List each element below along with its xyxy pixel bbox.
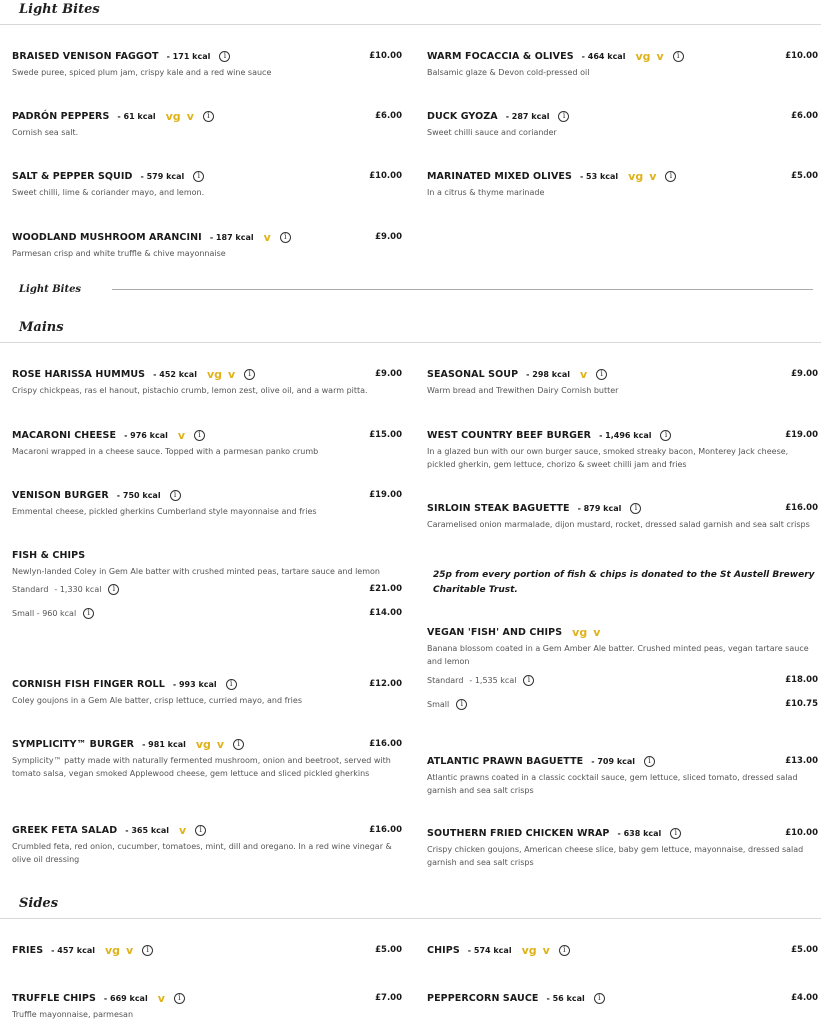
menu-item-macaroni-cheese — [12, 427, 402, 458]
item-price: £10.00 — [369, 171, 402, 181]
menu-item-venison-burger — [12, 487, 402, 518]
section-title-sides: Sides — [19, 896, 59, 911]
item-description: Symplicity™ patty made with naturally fermented mushroom, onion and beetroot, served with tomato salsa, vegan smoked Applewood cheese, gem lettuce and sliced pickled gherkins — [12, 756, 391, 778]
item-description: Atlantic prawns coated in a classic cocktail sauce, gem lettuce, sliced tomato, dressed salad garnish and sea salt crisps — [427, 773, 798, 795]
info-icon[interactable]: i — [280, 232, 291, 243]
vegetarian-tag: v — [649, 169, 657, 183]
portion-kcal: - 1,535 kcal — [469, 675, 517, 685]
menu-item-warm-focaccia-olives — [427, 48, 818, 79]
item-name: MACARONI CHEESE — [12, 429, 117, 441]
item-price: £12.00 — [369, 679, 402, 689]
menu-item-seasonal-soup — [427, 366, 818, 397]
item-description: Caramelised onion marmalade, dijon mustard, rocket, dressed salad garnish and sea salt crisps — [427, 520, 810, 529]
info-icon[interactable]: i — [174, 993, 185, 1004]
info-icon[interactable]: i — [195, 825, 206, 836]
item-name: MARINATED MIXED OLIVES — [427, 170, 572, 182]
item-name: BRAISED VENISON FAGGOT — [12, 50, 159, 62]
item-name: TRUFFLE CHIPS — [12, 992, 96, 1004]
info-icon[interactable]: i — [673, 51, 684, 62]
item-price: £6.00 — [791, 111, 818, 121]
item-price: £9.00 — [375, 369, 402, 379]
vegan-tag: vg — [572, 625, 588, 639]
item-description: Sweet chilli sauce and coriander — [427, 128, 557, 137]
item-kcal: - 574 kcal — [467, 945, 512, 955]
section-divider — [0, 24, 821, 25]
info-icon[interactable]: i — [193, 171, 204, 182]
info-icon[interactable]: i — [226, 679, 237, 690]
info-icon[interactable]: i — [203, 111, 214, 122]
item-description: Cornish sea salt. — [12, 128, 79, 137]
menu-item-sirloin-steak-baguette — [427, 500, 818, 531]
vegetarian-tag: v — [179, 823, 187, 837]
item-price: £5.00 — [375, 945, 402, 955]
item-kcal: - 981 kcal — [142, 739, 186, 749]
info-icon[interactable]: i — [594, 993, 605, 1004]
item-name: SIRLOIN STEAK BAGUETTE — [427, 502, 570, 514]
portion-kcal: - 1,330 kcal — [54, 584, 102, 594]
portion-option-small — [12, 606, 402, 620]
item-description: Emmental cheese, pickled gherkins Cumberland style mayonnaise and fries — [12, 507, 317, 516]
item-price: £13.00 — [785, 756, 818, 766]
item-name: PADRÓN PEPPERS — [12, 110, 110, 122]
vegetarian-tag: v — [579, 367, 588, 381]
item-kcal: - 879 kcal — [577, 503, 622, 513]
item-kcal: - 53 kcal — [579, 171, 619, 181]
item-kcal: - 638 kcal — [617, 828, 662, 838]
item-description: Crumbled feta, red onion, cucumber, tomatoes, mint, dill and oregano. In a red wine vinegar & olive oil dressing — [12, 842, 392, 864]
donation-note: 25p from every portion of fish & chips is donated to the St Austell Brewery Charitable Trust. — [433, 570, 815, 595]
info-icon[interactable]: i — [670, 828, 681, 839]
item-name: WARM FOCACCIA & OLIVES — [427, 50, 574, 62]
item-description: In a glazed bun with our own burger sauce, smoked streaky bacon, Monterey Jack cheese, pickled gherkin, gem lettuce, chorizo & sweet chilli jam and fries — [427, 447, 789, 469]
menu-item-southern-fried-chicken-wrap — [427, 825, 818, 869]
vegan-tag: vg — [165, 109, 181, 123]
portion-label: Standard — [12, 584, 49, 594]
vegan-tag: vg — [206, 367, 222, 381]
info-icon[interactable]: i — [456, 699, 467, 710]
item-description: Banana blossom coated in a Gem Amber Ale batter. Crushed minted peas, vegan tartare sauce and lemon — [427, 644, 809, 666]
item-price: £5.00 — [791, 171, 818, 181]
item-name: SYMPLICITY™ BURGER — [12, 738, 135, 750]
item-kcal: - 709 kcal — [591, 756, 636, 766]
item-description: Crispy chickpeas, ras el hanout, pistachio crumb, lemon zest, olive oil, and a warm pitta. — [12, 386, 368, 395]
subsection-divider — [112, 289, 813, 290]
item-price: £16.00 — [369, 825, 402, 835]
menu-item-duck-gyoza — [427, 108, 818, 139]
info-icon[interactable]: i — [660, 430, 671, 441]
info-icon[interactable]: i — [665, 171, 676, 182]
item-kcal: - 464 kcal — [581, 51, 626, 61]
menu-item-west-country-beef-burger — [427, 427, 818, 471]
item-kcal: - 287 kcal — [505, 111, 550, 121]
item-name: WOODLAND MUSHROOM ARANCINI — [12, 231, 202, 243]
item-kcal: - 457 kcal — [51, 945, 95, 955]
vegetarian-tag: v — [593, 625, 601, 639]
item-kcal: - 187 kcal — [209, 232, 254, 242]
item-price: £4.00 — [791, 993, 818, 1003]
vegetarian-tag: v — [263, 230, 271, 244]
menu-item-vegan-fish-and-chips — [427, 624, 818, 711]
info-icon[interactable]: i — [558, 111, 569, 122]
item-name: SOUTHERN FRIED CHICKEN WRAP — [427, 827, 610, 839]
info-icon[interactable]: i — [559, 945, 570, 956]
info-icon[interactable]: i — [194, 430, 205, 441]
info-icon[interactable]: i — [630, 503, 641, 514]
section-title-mains: Mains — [19, 320, 64, 335]
item-price: £16.00 — [785, 503, 818, 513]
item-kcal: - 993 kcal — [172, 679, 217, 689]
vegetarian-tag: v — [216, 737, 225, 751]
vegan-tag: vg — [635, 49, 651, 63]
item-price: £5.00 — [791, 945, 818, 955]
item-description: Parmesan crisp and white truffle & chive mayonnaise — [12, 249, 226, 258]
menu-item-atlantic-prawn-baguette — [427, 753, 818, 797]
item-price: £10.00 — [785, 828, 818, 838]
item-description: Crispy chicken goujons, American cheese slice, baby gem lettuce, mayonnaise, dressed salad garnish and sea salt crisps — [427, 845, 804, 867]
item-name: SEASONAL SOUP — [427, 368, 519, 380]
portion-option-standard — [427, 673, 818, 687]
section-divider — [0, 918, 821, 919]
info-icon[interactable]: i — [644, 756, 655, 767]
item-name: ROSE HARISSA HUMMUS — [12, 368, 146, 380]
vegetarian-tag: v — [177, 428, 186, 442]
item-kcal: - 452 kcal — [153, 369, 197, 379]
vegetarian-tag: v — [157, 991, 165, 1005]
item-description: Balsamic glaze & Devon cold-pressed oil — [427, 68, 590, 77]
menu-item-padron-peppers — [12, 108, 402, 139]
item-kcal: - 61 kcal — [117, 111, 156, 121]
item-name: VENISON BURGER — [12, 489, 109, 501]
info-icon[interactable]: i — [170, 490, 181, 501]
menu-item-fish-and-chips — [12, 547, 402, 620]
vegan-tag: vg — [104, 943, 121, 957]
item-kcal: - 1,496 kcal — [599, 430, 652, 440]
info-icon[interactable]: i — [142, 945, 153, 956]
item-name: CORNISH FISH FINGER ROLL — [12, 678, 165, 690]
menu-item-woodland-mushroom-arancini — [12, 229, 402, 260]
item-name: GREEK FETA SALAD — [12, 824, 118, 836]
portion-price: £14.00 — [369, 608, 402, 618]
item-description: Newlyn-landed Coley in Gem Ale batter with crushed minted peas, tartare sauce and lemon — [12, 567, 380, 576]
item-name: SALT & PEPPER SQUID — [12, 170, 133, 182]
section-title-light-bites: Light Bites — [19, 2, 100, 17]
item-kcal: - 976 kcal — [124, 430, 168, 440]
info-icon[interactable]: i — [108, 584, 119, 595]
portion-price: £10.75 — [785, 699, 818, 709]
vegan-tag: vg — [628, 169, 644, 183]
info-icon[interactable]: i — [596, 369, 607, 380]
item-description: Truffle mayonnaise, parmesan — [12, 1010, 134, 1019]
item-description: Coley goujons in a Gem Ale batter, crisp lettuce, curried mayo, and fries — [12, 696, 302, 705]
portion-label: Small — [427, 699, 450, 709]
menu-item-rose-harissa-hummus — [12, 366, 402, 397]
item-kcal: - 669 kcal — [103, 993, 148, 1003]
portion-price: £18.00 — [785, 675, 818, 685]
vegetarian-tag: v — [656, 49, 664, 63]
item-description: Sweet chilli, lime & coriander mayo, and lemon. — [12, 188, 205, 197]
item-name: CHIPS — [427, 944, 460, 956]
menu-item-marinated-mixed-olives — [427, 168, 818, 199]
item-price: £15.00 — [369, 430, 402, 440]
item-price: £19.00 — [369, 490, 402, 500]
menu-item-fries — [12, 942, 402, 958]
menu-item-greek-feta-salad — [12, 822, 402, 866]
section-divider — [0, 342, 821, 343]
vegan-tag: vg — [521, 943, 537, 957]
item-kcal: - 171 kcal — [166, 51, 211, 61]
menu-item-cornish-fish-finger-roll — [12, 676, 402, 707]
info-icon[interactable]: i — [83, 608, 94, 619]
menu-item-peppercorn-sauce — [427, 990, 818, 1006]
item-price: £16.00 — [369, 739, 402, 749]
item-name: FISH & CHIPS — [12, 549, 86, 561]
info-icon[interactable]: i — [244, 369, 255, 380]
item-price: £10.00 — [369, 51, 402, 61]
menu-item-truffle-chips — [12, 990, 402, 1021]
menu-item-symplicity-burger — [12, 736, 402, 780]
portion-price: £21.00 — [369, 584, 402, 594]
subsection-title-light-bites: Light Bites — [19, 284, 82, 295]
item-name: DUCK GYOZA — [427, 110, 498, 122]
info-icon[interactable]: i — [233, 739, 244, 750]
info-icon[interactable]: i — [219, 51, 230, 62]
item-name: ATLANTIC PRAWN BAGUETTE — [427, 755, 584, 767]
item-name: FRIES — [12, 944, 44, 956]
item-price: £6.00 — [375, 111, 402, 121]
item-price: £9.00 — [791, 369, 818, 379]
portion-label: Small - 960 kcal — [12, 608, 77, 618]
item-price: £7.00 — [375, 993, 402, 1003]
vegetarian-tag: v — [186, 109, 194, 123]
item-kcal: - 56 kcal — [546, 993, 585, 1003]
item-name: PEPPERCORN SAUCE — [427, 992, 539, 1004]
item-name: WEST COUNTRY BEEF BURGER — [427, 429, 592, 441]
item-price: £10.00 — [785, 51, 818, 61]
item-description: In a citrus & thyme marinade — [427, 188, 545, 197]
portion-option-small — [427, 697, 818, 711]
item-description: Macaroni wrapped in a cheese sauce. Topped with a parmesan panko crumb — [12, 447, 319, 456]
item-name: VEGAN 'FISH' AND CHIPS — [427, 626, 563, 638]
menu-item-salt-pepper-squid — [12, 168, 402, 199]
item-price: £19.00 — [785, 430, 818, 440]
item-kcal: - 365 kcal — [125, 825, 170, 835]
item-price: £9.00 — [375, 232, 402, 242]
item-kcal: - 298 kcal — [526, 369, 570, 379]
menu-item-chips — [427, 942, 818, 958]
menu-item-braised-venison-faggot — [12, 48, 402, 79]
portion-option-standard — [12, 582, 402, 596]
item-description: Swede puree, spiced plum jam, crispy kale and a red wine sauce — [12, 68, 272, 77]
vegetarian-tag: v — [542, 943, 550, 957]
vegan-tag: vg — [195, 737, 211, 751]
vegetarian-tag: v — [126, 943, 134, 957]
info-icon[interactable]: i — [523, 675, 534, 686]
item-kcal: - 579 kcal — [140, 171, 185, 181]
item-description: Warm bread and Trewithen Dairy Cornish butter — [427, 386, 619, 395]
portion-label: Standard — [427, 675, 464, 685]
vegetarian-tag: v — [227, 367, 236, 381]
item-kcal: - 750 kcal — [116, 490, 161, 500]
